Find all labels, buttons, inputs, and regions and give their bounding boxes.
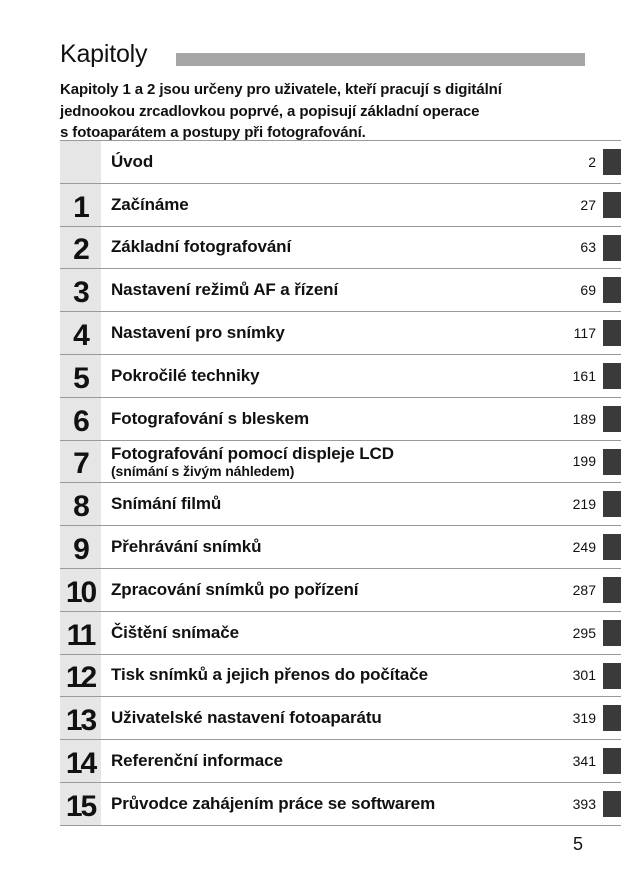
chapter-page: 161 — [572, 367, 596, 384]
chapter-row[interactable] — [60, 269, 621, 312]
chapter-number: 7 — [60, 441, 101, 483]
chapter-row[interactable] — [60, 740, 621, 783]
chapter-page: 295 — [572, 624, 596, 641]
chapter-page: 27 — [580, 196, 596, 213]
chapter-title: Začínáme — [111, 194, 189, 214]
chapter-title: Úvod — [111, 151, 154, 171]
chapter-number — [60, 141, 101, 183]
title-rule — [176, 53, 585, 66]
chapter-title: Fotografování s bleskem — [111, 408, 309, 428]
chapter-number: 15 — [60, 783, 101, 825]
chapter-row[interactable] — [60, 141, 621, 184]
chapter-title: Uživatelské nastavení fotoaparátu — [111, 708, 382, 728]
chapter-page: 219 — [572, 496, 596, 513]
chapter-row[interactable] — [60, 312, 621, 355]
chapter-row[interactable] — [60, 655, 621, 698]
page-title: Kapitoly — [60, 40, 148, 68]
chapter-tab-marker — [603, 577, 621, 603]
chapter-number: 3 — [60, 269, 101, 311]
chapter-page: 69 — [580, 282, 596, 299]
chapter-number: 9 — [60, 526, 101, 568]
chapter-row[interactable] — [60, 227, 621, 270]
intro-paragraph — [60, 79, 600, 144]
chapter-title: Pokročilé techniky — [111, 365, 260, 385]
chapter-title: Základní fotografování — [111, 237, 292, 257]
chapter-tab-marker — [603, 149, 621, 175]
chapter-row[interactable] — [60, 483, 621, 526]
chapter-row[interactable] — [60, 398, 621, 441]
chapter-label — [111, 569, 561, 611]
chapter-page: 393 — [572, 795, 596, 812]
intro-line: jednookou zrcadlovkou poprvé, a popisují základní operace — [60, 102, 480, 120]
chapter-label — [111, 483, 561, 525]
chapter-tab-marker — [603, 620, 621, 646]
chapter-row[interactable] — [60, 355, 621, 398]
chapter-tab-marker — [603, 791, 621, 817]
chapter-label — [111, 312, 561, 354]
chapter-title: Referenční informace — [111, 751, 283, 771]
chapter-number: 14 — [60, 740, 101, 782]
chapter-tab-marker — [603, 449, 621, 475]
chapter-label — [111, 398, 561, 440]
chapter-page: 2 — [588, 153, 596, 170]
chapter-title: Nastavení režimů AF a řízení — [111, 280, 339, 300]
chapter-label — [111, 269, 561, 311]
chapter-tab-marker — [603, 320, 621, 346]
intro-line: s fotoaparátem a postupy při fotografování. — [60, 124, 366, 141]
chapter-label — [111, 697, 561, 739]
chapter-title: Tisk snímků a jejich přenos do počítače — [111, 665, 429, 685]
chapter-label — [111, 612, 561, 654]
chapter-page: 319 — [572, 710, 596, 727]
chapter-page: 301 — [572, 667, 596, 684]
chapter-row[interactable] — [60, 783, 621, 826]
intro-line: Kapitoly 1 a 2 jsou určeny pro uživatele, kteří pracují s digitální — [60, 81, 502, 98]
chapter-tab-marker — [603, 491, 621, 517]
chapter-list — [60, 140, 621, 826]
chapter-number: 1 — [60, 184, 101, 226]
chapter-tab-marker — [603, 406, 621, 432]
chapter-tab-marker — [603, 663, 621, 689]
chapter-page: 341 — [572, 753, 596, 770]
chapter-number: 10 — [60, 569, 101, 611]
chapter-label — [111, 227, 561, 269]
chapter-label — [111, 184, 561, 226]
chapter-label — [111, 783, 561, 825]
chapter-title: Snímání filmů — [111, 494, 222, 514]
chapter-label — [111, 141, 561, 183]
chapter-number: 13 — [60, 697, 101, 739]
chapter-row[interactable] — [60, 697, 621, 740]
chapter-tab-marker — [603, 748, 621, 774]
chapter-page: 117 — [573, 325, 596, 342]
chapter-number: 4 — [60, 312, 101, 354]
chapter-title: Průvodce zahájením práce se softwarem — [111, 793, 436, 813]
chapter-page: 63 — [580, 239, 596, 256]
chapter-title: Fotografování pomocí displeje LCD — [111, 443, 394, 463]
page-number: 5 — [573, 834, 584, 854]
chapter-row[interactable] — [60, 526, 621, 569]
chapter-label — [111, 526, 561, 568]
chapter-label — [111, 740, 561, 782]
chapter-number: 5 — [60, 355, 101, 397]
chapter-row[interactable] — [60, 184, 621, 227]
chapter-number: 6 — [60, 398, 101, 440]
chapter-number: 12 — [60, 655, 101, 697]
chapter-tab-marker — [603, 192, 621, 218]
chapter-number: 8 — [60, 483, 101, 525]
chapter-row[interactable] — [60, 441, 621, 484]
chapter-page: 287 — [572, 581, 596, 598]
chapter-number: 11 — [60, 612, 101, 654]
chapter-subtitle: (snímání s živým náhledem) — [111, 462, 295, 479]
chapter-row[interactable] — [60, 569, 621, 612]
chapter-page: 249 — [572, 539, 596, 556]
chapter-tab-marker — [603, 363, 621, 389]
chapter-page: 189 — [572, 410, 596, 427]
chapter-tab-marker — [603, 705, 621, 731]
chapter-label — [111, 655, 561, 697]
chapter-tab-marker — [603, 277, 621, 303]
chapter-label — [111, 355, 561, 397]
chapter-number: 2 — [60, 227, 101, 269]
chapter-title: Nastavení pro snímky — [111, 323, 285, 343]
chapter-tab-marker — [603, 534, 621, 560]
chapter-title: Přehrávání snímků — [111, 537, 262, 557]
chapter-title: Čištění snímače — [111, 622, 239, 642]
chapter-page: 199 — [572, 453, 596, 470]
chapter-title: Zpracování snímků po pořízení — [111, 579, 359, 599]
chapter-row[interactable] — [60, 612, 621, 655]
chapter-tab-marker — [603, 235, 621, 261]
chapter-label — [111, 441, 561, 483]
